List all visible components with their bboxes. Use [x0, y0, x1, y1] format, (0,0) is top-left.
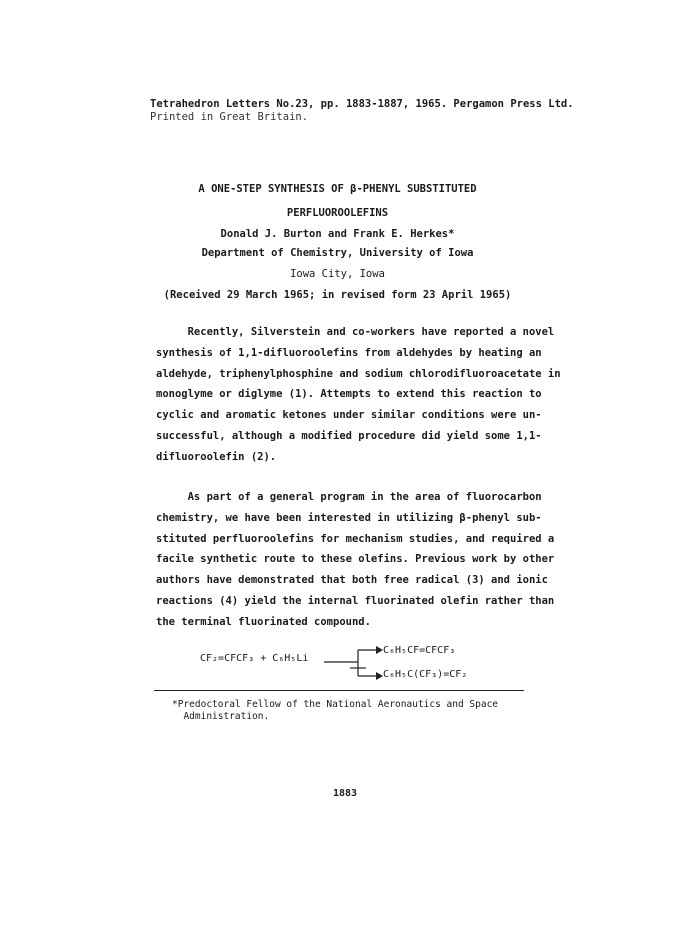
paragraph-line: authors have demonstrated that both free radical (3) and ionic [156, 574, 548, 587]
affiliation: Department of Chemistry, University of Iowa [201, 247, 474, 259]
authors: Donald J. Burton and Frank E. Herkes* [220, 228, 455, 240]
paragraph-line: cyclic and aromatic ketones under similar conditions were un- [156, 409, 542, 422]
paragraph-2 [156, 487, 555, 633]
product-terminal-olefin: C₆H₅C(CF₃)=CF₂ [383, 669, 468, 680]
affiliation-city: Iowa City, Iowa [290, 268, 385, 280]
article-title-line1: A ONE-STEP SYNTHESIS OF β-PHENYL SUBSTITUTED [198, 183, 477, 195]
paragraph-line: As part of a general program in the area of fluorocarbon [156, 491, 542, 503]
article-title-line2: PERFLUOROOLEFINS [286, 207, 389, 219]
paragraph-line: reactions (4) yield the internal fluorinated olefin rather than [156, 594, 555, 607]
paragraph-line: successful, although a modified procedure did yield some 1,1- [156, 429, 542, 442]
paragraph-line: chemistry, we have been interested in utilizing β-phenyl sub- [156, 511, 542, 524]
footnote-line: *Predoctoral Fellow of the National Aeronautics and Space [172, 699, 499, 710]
journal-citation: Tetrahedron Letters No.23, pp. 1883-1887, 1965. Pergamon Press Ltd. [150, 98, 574, 110]
paragraph-line: the terminal fluorinated compound. [156, 615, 371, 628]
page-number: 1883 [332, 788, 358, 799]
paragraph-line: aldehyde, triphenylphosphine and sodium chlorodifluoroacetate in [156, 367, 561, 380]
paragraph-line: stituted perfluoroolefins for mechanism studies, and required a [156, 532, 555, 545]
reactants: CF₂=CFCF₃ + C₆H₅Li [200, 653, 309, 664]
footnote-line: Administration. [172, 711, 270, 722]
paragraph-line: difluoroolefin (2). [156, 450, 277, 463]
paragraph-line: monoglyme or diglyme (1). Attempts to extend this reaction to [156, 388, 542, 401]
paragraph-line: synthesis of 1,1-difluoroolefins from aldehydes by heating an [156, 346, 542, 359]
product-internal-olefin: C₆H₅CF=CFCF₃ [383, 645, 456, 656]
paragraph-line: facile synthetic route to these olefins. Previous work by other [156, 553, 555, 566]
footnote [172, 699, 542, 723]
paragraph-1 [156, 322, 561, 468]
branching-arrow-icon [324, 640, 384, 690]
journal-header [150, 98, 574, 124]
footnote-divider [154, 690, 524, 691]
received-dates: (Received 29 March 1965; in revised form 23 April 1965) [163, 289, 512, 301]
reaction-scheme [200, 640, 500, 690]
printed-note: Printed in Great Britain. [150, 111, 309, 123]
paragraph-line: Recently, Silverstein and co-workers have reported a novel [156, 326, 555, 338]
